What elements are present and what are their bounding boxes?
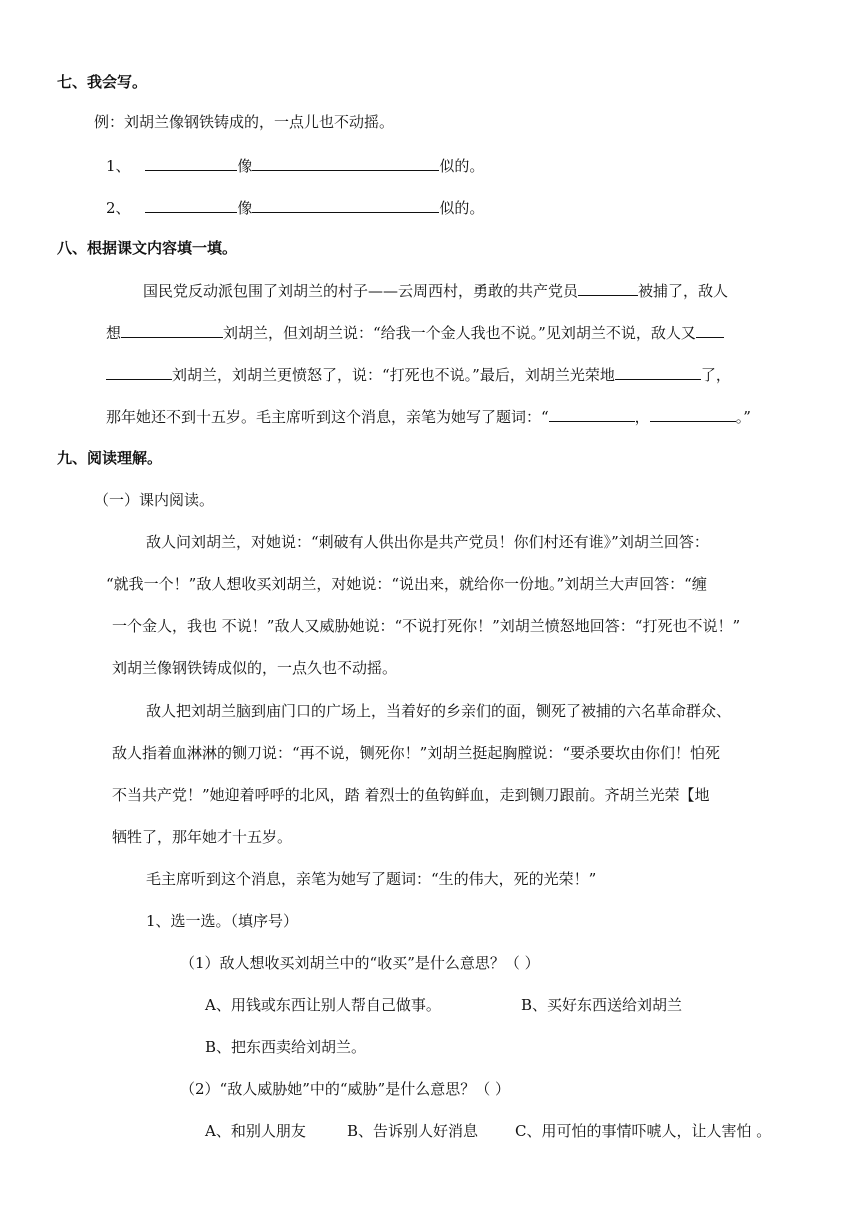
text-run: 那年她还不到十五岁。毛主席听到这个消息，亲笔为她写了题词：“	[106, 408, 549, 426]
section-7-heading: 七、我会写。	[57, 73, 148, 91]
section-7-item-2	[106, 197, 484, 218]
item-number: 1、	[106, 157, 131, 175]
option-b: B、告诉别人好消息	[347, 1122, 479, 1140]
section-8-line-3	[106, 364, 731, 385]
section-8-line-4	[106, 406, 751, 427]
option-a: A、用钱或东西让别人帮自己做事。	[205, 996, 441, 1014]
passage-line: 毛主席听到这个消息，亲笔为她写了题词：“生的伟大，死的光荣！”	[146, 870, 597, 888]
text-run: 刘胡兰，但刘胡兰说：“给我一个金人我也不说。”见刘胡兰不说，敌人又	[223, 324, 696, 342]
fill-blank[interactable]	[578, 280, 638, 296]
text-run: 被捕了，敌人	[638, 282, 729, 300]
fill-blank[interactable]	[252, 155, 439, 171]
section-9-subheading: （一）课内阅读。	[94, 491, 215, 509]
passage-line: 敌人把刘胡兰脑到庙门口的广场上，当着好的乡亲们的面，铡死了被捕的六名革命群众、	[146, 702, 732, 720]
section-8-line-1	[143, 280, 728, 301]
option-b: B、买好东西送给刘胡兰	[521, 996, 683, 1014]
passage-line: 敌人指着血淋淋的铡刀说：“再不说，铡死你！”刘胡兰挺起胸膛说：“要杀要坎由你们！怕死	[112, 744, 721, 762]
fill-blank[interactable]	[615, 364, 701, 380]
passage-line: 牺牲了，那年她才十五岁。	[112, 828, 293, 846]
question-1-2: （2）“敌人威胁她”中的“威胁”是什么意思？（ ）	[180, 1080, 510, 1098]
text-run: 刘胡兰，刘胡兰更愤怒了，说：“打死也不说。”最后，刘胡兰光荣地	[172, 366, 615, 384]
fill-blank[interactable]	[145, 155, 237, 171]
fill-blank[interactable]	[106, 364, 172, 380]
passage-line: 刘胡兰像钢铁铸成似的，一点久也不动摇。	[112, 659, 398, 677]
question-1: 1、选一选。（填序号）	[146, 912, 299, 930]
word-sidi: 似的。	[439, 157, 485, 175]
section-8-heading: 八、根据课文内容填一填。	[57, 239, 238, 257]
section-9-heading: 九、阅读理解。	[57, 449, 163, 467]
word-sidi: 似的。	[439, 199, 485, 217]
fill-blank[interactable]	[696, 322, 724, 338]
section-7-example: 例：刘胡兰像钢铁铸成的，一点儿也不动摇。	[94, 113, 395, 131]
option-a: A、和别人朋友	[205, 1122, 306, 1140]
fill-blank[interactable]	[252, 197, 439, 213]
text-run: 。”	[735, 408, 751, 426]
word-xiang: 像	[237, 157, 253, 175]
word-xiang: 像	[237, 199, 253, 217]
option-c: C、用可怕的事情吓唬人，让人害怕 。	[515, 1122, 772, 1140]
fill-blank[interactable]	[650, 406, 736, 422]
passage-line: 不当共产党！”她迎着呼呼的北风，踏 着烈士的鱼钩鲜血，走到铡刀跟前。齐胡兰光荣【地	[112, 786, 710, 804]
passage-line: 一个金人，我也 不说！”敌人又威胁她说：“不说打死你！”刘胡兰愤怒地回答：“打死也不说！”	[112, 617, 741, 635]
text-run: 想	[106, 324, 122, 342]
text-run: ，	[634, 408, 650, 426]
text-run: 国民党反动派包围了刘胡兰的村子——云周西村，勇敢的共产党员	[143, 282, 579, 300]
fill-blank[interactable]	[549, 406, 635, 422]
passage-line: “就我一个！”敌人想收买刘胡兰，对她说：“说出来，就给你一份地。”刘胡兰大声回答：“缠	[106, 575, 707, 593]
section-8-line-2	[106, 322, 724, 343]
option-c: B、把东西卖给刘胡兰。	[205, 1038, 367, 1056]
fill-blank[interactable]	[121, 322, 223, 338]
section-7-item-1	[106, 155, 484, 176]
passage-line: 敌人问刘胡兰，对她说：“刺破有人供出你是共产党员！你们村还有谁》”刘胡兰回答：	[146, 533, 709, 551]
question-1-1: （1）敌人想收买刘胡兰中的“收买”是什么意思？（ ）	[180, 954, 540, 972]
fill-blank[interactable]	[145, 197, 237, 213]
text-run: 了，	[700, 366, 731, 384]
item-number: 2、	[106, 199, 131, 217]
